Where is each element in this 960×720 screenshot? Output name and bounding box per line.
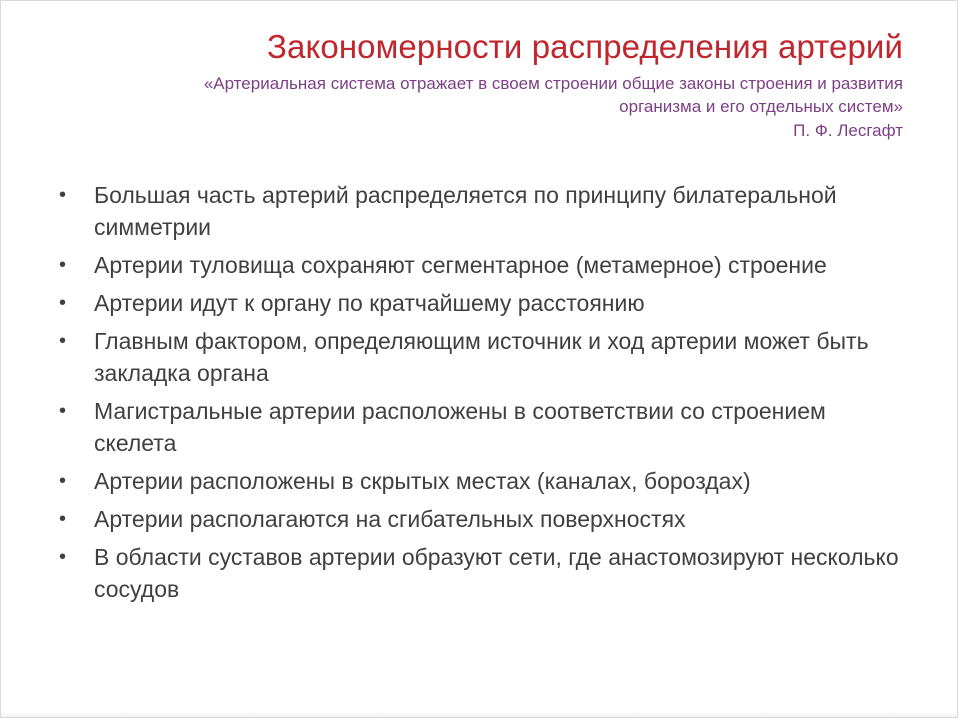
bullet-dot-icon: • xyxy=(59,330,67,352)
bullet-text: Магистральные артерии расположены в соответствии со строением скелета xyxy=(94,398,826,456)
bullet-dot-icon: • xyxy=(59,292,67,314)
bullet-item xyxy=(59,395,903,459)
bullet-dot-icon: • xyxy=(59,254,67,276)
slide-header xyxy=(91,25,903,142)
slide-title: Закономерности распределения артерий xyxy=(267,28,903,65)
bullet-text: Артерии туловища сохраняют сегментарное (метамерное) строение xyxy=(94,252,827,278)
quote-line-1: «Артериальная система отражает в своем строении общие законы строения и развития xyxy=(203,74,903,93)
bullet-dot-icon: • xyxy=(59,508,67,530)
bullet-text: Главным фактором, определяющим источник и ход артерии может быть закладка органа xyxy=(94,328,869,386)
bullet-dot-icon: • xyxy=(59,400,67,422)
bullet-item xyxy=(59,325,903,389)
bullet-item xyxy=(59,179,903,243)
quote-author: П. Ф. Лесгафт xyxy=(793,121,903,140)
quote-line-2: организма и его отдельных систем» xyxy=(619,97,903,116)
bullet-item xyxy=(59,541,903,605)
bullet-text: Артерии расположены в скрытых местах (каналах, бороздах) xyxy=(94,468,751,494)
bullet-item xyxy=(59,503,903,535)
bullet-text: В области суставов артерии образуют сети, где анастомозируют несколько сосудов xyxy=(94,544,899,602)
bullet-dot-icon: • xyxy=(59,546,67,568)
bullet-text: Артерии располагаются на сгибательных поверхностях xyxy=(94,506,686,532)
bullet-list xyxy=(59,179,903,611)
bullet-dot-icon: • xyxy=(59,184,67,206)
epigraph-quote xyxy=(91,72,903,142)
bullet-dot-icon: • xyxy=(59,470,67,492)
bullet-item xyxy=(59,249,903,281)
bullet-text: Артерии идут к органу по кратчайшему расстоянию xyxy=(94,290,645,316)
bullet-text: Большая часть артерий распределяется по принципу билатеральной симметрии xyxy=(94,182,837,240)
bullet-item xyxy=(59,465,903,497)
bullet-item xyxy=(59,287,903,319)
